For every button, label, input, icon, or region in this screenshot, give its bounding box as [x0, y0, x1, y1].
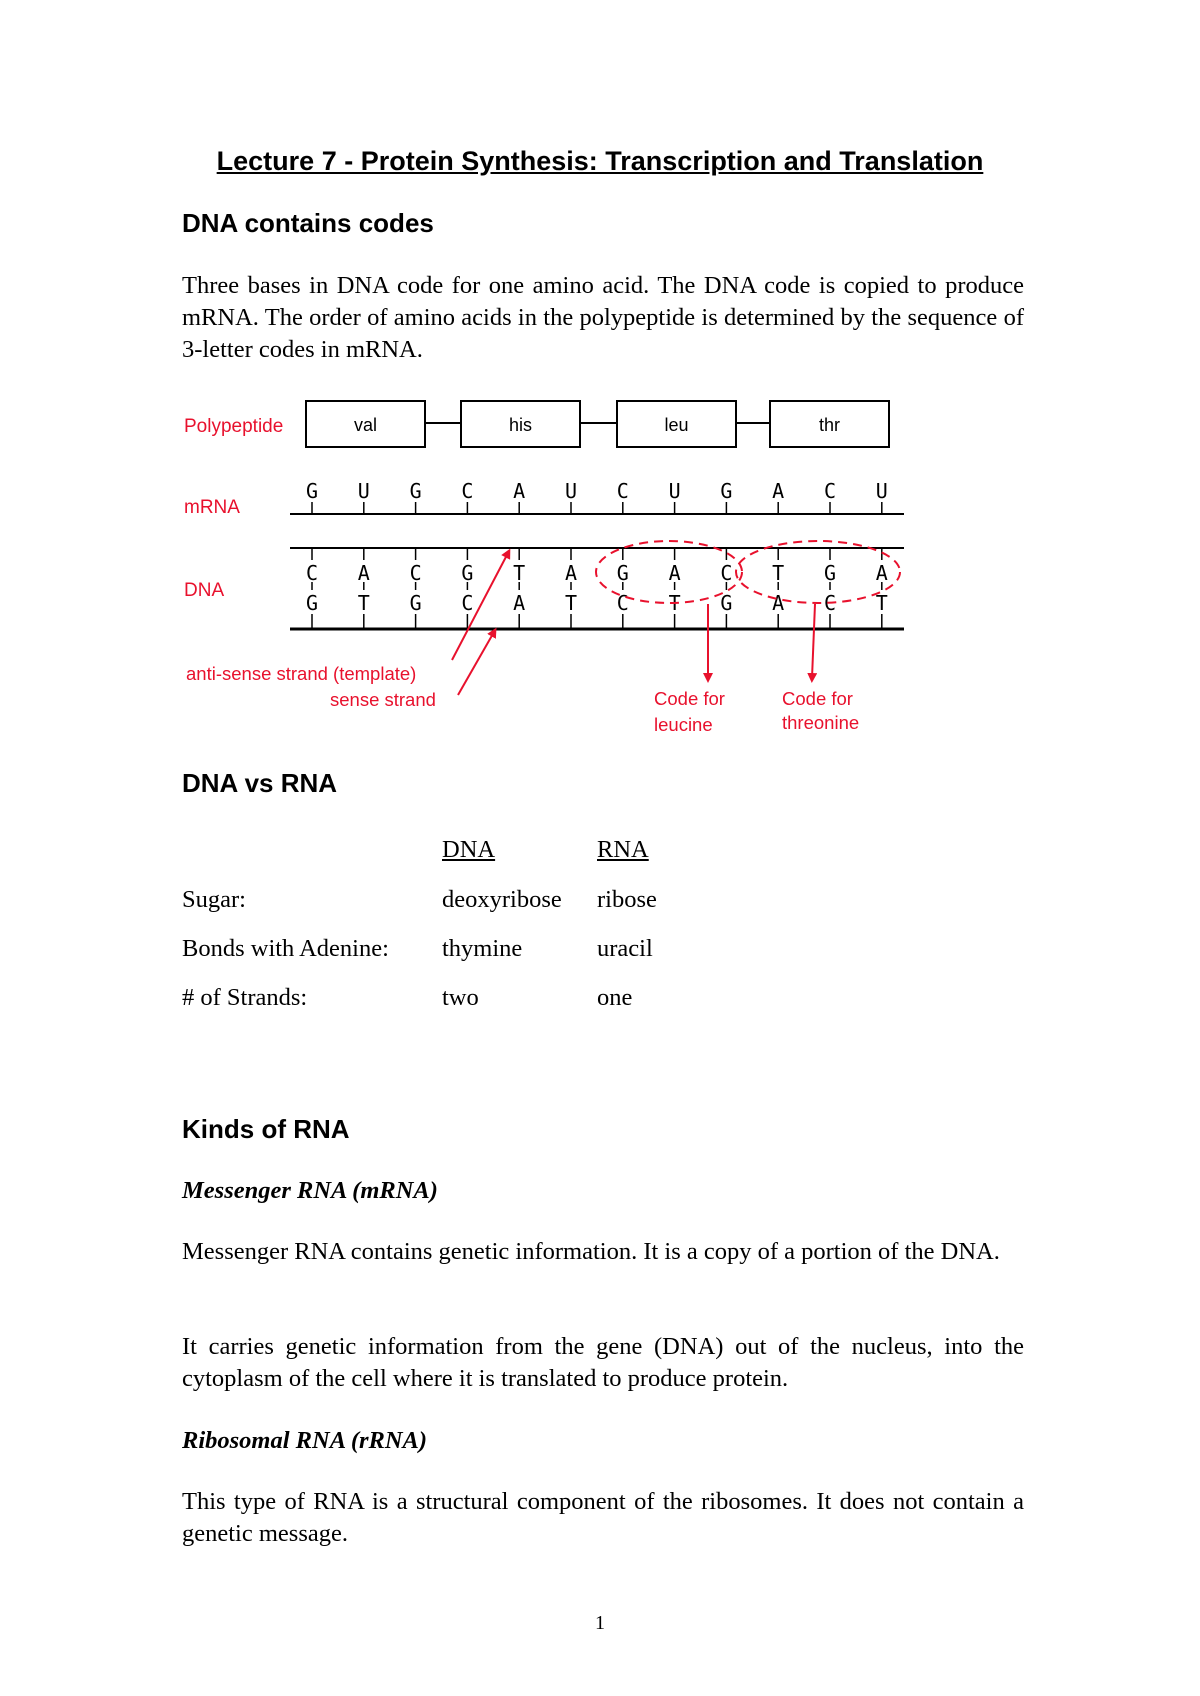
dna-top-base: A [875, 561, 888, 585]
mrna-base: C [461, 479, 474, 503]
table-cell: one [597, 984, 633, 1011]
dna-top-base: G [616, 561, 629, 585]
dna-top-base: C [409, 561, 422, 585]
mrna-base: A [513, 479, 526, 503]
mrna-base: U [357, 479, 370, 503]
dna-bottom-base: G [720, 591, 733, 615]
sense-arrow [458, 632, 494, 695]
heading-dna-contains-codes: DNA contains codes [182, 208, 434, 238]
dna-top-base: G [461, 561, 474, 585]
dna-top-base: C [720, 561, 733, 585]
heading-kinds-of-rna: Kinds of RNA [182, 1114, 350, 1144]
dna-top-base: G [823, 561, 837, 585]
table-cell: ribose [597, 886, 657, 913]
threonine-arrow [812, 604, 815, 678]
table-cell: deoxyribose [442, 886, 562, 913]
dna-base-pairs [306, 548, 888, 629]
mrna-base: G [720, 479, 733, 503]
dna-bottom-base: T [564, 591, 578, 615]
label-code-threonine-line2: threonine [782, 712, 860, 733]
mrna-base: C [823, 479, 837, 503]
page-title: Lecture 7 - Protein Synthesis: Transcription and Translation [216, 146, 984, 176]
dna-top-base: C [305, 561, 319, 585]
mrna-base: G [409, 479, 422, 503]
dna-bottom-base: T [668, 591, 681, 615]
heading-dna-vs-rna: DNA vs RNA [182, 768, 338, 798]
label-code-leucine-line1: Code for [654, 688, 725, 709]
dna-top-base: A [564, 561, 578, 585]
table-header-dna: DNA [442, 836, 496, 863]
dna-top-base: A [357, 561, 370, 585]
dna-top-base: A [668, 561, 681, 585]
dna-bottom-base: C [616, 591, 629, 615]
table-cell: uracil [597, 935, 653, 962]
amino-acid-label: leu [664, 415, 689, 435]
mrna-base: A [772, 479, 785, 503]
mrna-bases [306, 479, 888, 514]
dna-bottom-base: G [305, 591, 319, 615]
table-cell: thymine [442, 935, 523, 962]
dna-bottom-base: G [409, 591, 422, 615]
label-polypeptide: Polypeptide [184, 416, 284, 437]
table-row-label: Sugar: [182, 886, 246, 913]
label-antisense-strand: anti-sense strand (template) [186, 663, 417, 684]
amino-acid-label: thr [818, 415, 841, 435]
paragraph-mrna-1: Messenger RNA contains genetic information. It is a copy of a portion of the DNA. [182, 1238, 1000, 1265]
mrna-base: C [616, 479, 629, 503]
amino-acid-label: val [353, 415, 378, 435]
polypeptide-chain [306, 401, 889, 447]
dna-bottom-base: T [875, 591, 888, 615]
paragraph-rrna-1: This type of RNA is a structural component of the ribosomes. It does not contain a genetic message. [182, 1488, 1024, 1547]
subheading-ribosomal-rna: Ribosomal RNA (rRNA) [182, 1427, 428, 1454]
subheading-messenger-rna: Messenger RNA (mRNA) [182, 1177, 438, 1204]
dna-top-base: T [772, 561, 785, 585]
table-row-label: # of Strands: [182, 984, 308, 1011]
dna-bottom-base: C [461, 591, 474, 615]
label-dna: DNA [184, 580, 225, 601]
table-row-label: Bonds with Adenine: [182, 935, 389, 962]
paragraph-mrna-2: It carries genetic information from the gene (DNA) out of the nucleus, into the cytoplasm of the cell where it is translated to produce protein. [182, 1333, 1024, 1392]
label-mrna: mRNA [184, 497, 240, 518]
mrna-base: U [875, 479, 888, 503]
label-sense-strand: sense strand [330, 689, 436, 710]
protein-synthesis-diagram [0, 0, 1200, 760]
amino-acid-label: his [508, 415, 533, 435]
page-number: 1 [595, 1612, 605, 1634]
mrna-base: U [564, 479, 578, 503]
mrna-base: G [305, 479, 319, 503]
dna-bottom-base: A [513, 591, 526, 615]
mrna-base: U [668, 479, 681, 503]
label-code-leucine-line2: leucine [654, 714, 713, 735]
table-header-rna: RNA [597, 836, 649, 863]
paragraph-dna-codes: Three bases in DNA code for one amino acid. The DNA code is copied to produce mRNA. The order of amino acids in the polypeptide is determined by the sequence of 3-letter codes in mRNA. [182, 272, 1024, 363]
dna-bottom-base: C [823, 591, 837, 615]
label-code-threonine-line1: Code for [782, 688, 853, 709]
dna-bottom-base: A [772, 591, 785, 615]
dna-bottom-base: T [357, 591, 370, 615]
dna-top-base: T [513, 561, 526, 585]
table-cell: two [442, 984, 479, 1011]
